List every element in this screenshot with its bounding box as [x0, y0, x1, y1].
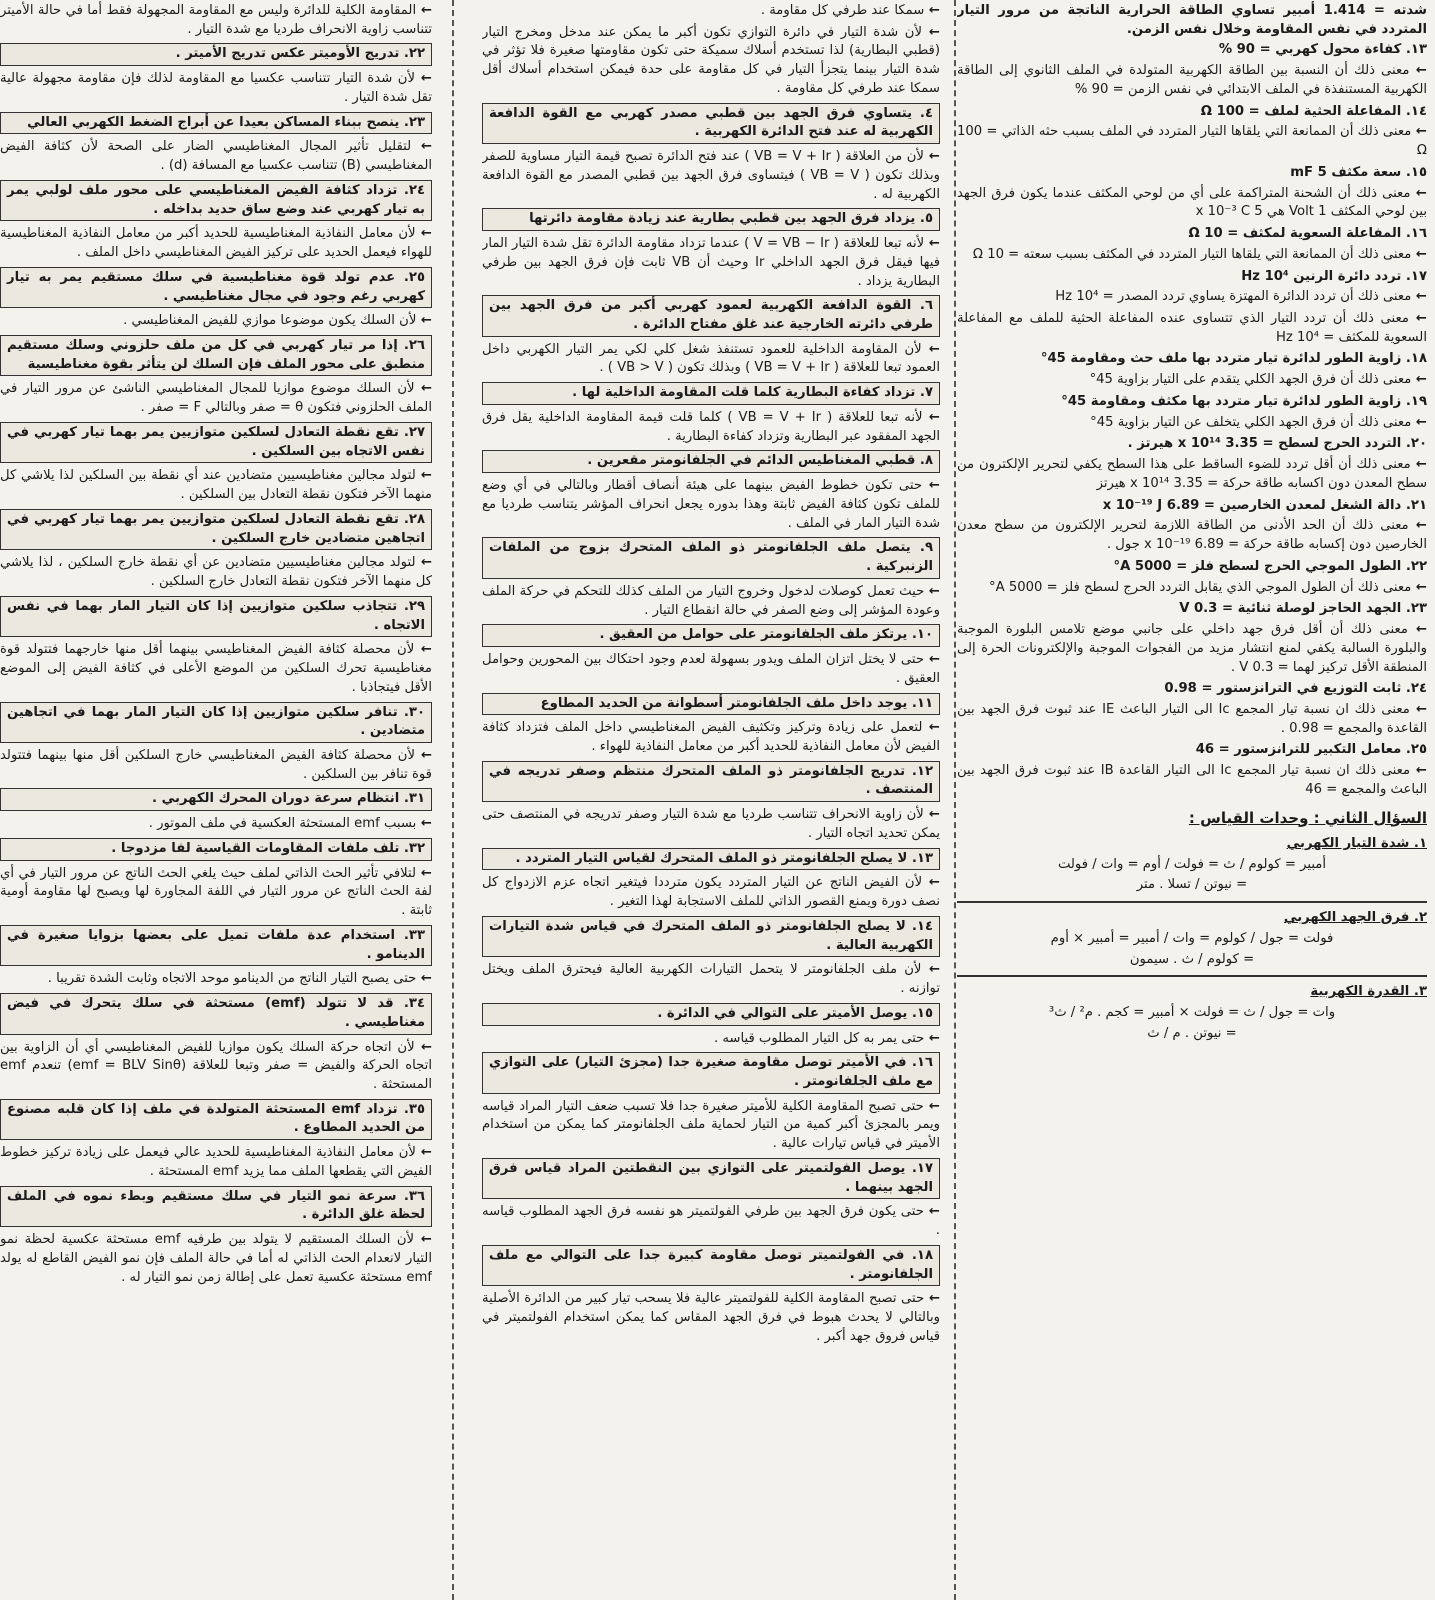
- answer-item: ← معنى ذلك أن أقل تردد للضوء الساقط على هذا السطح يكفي لتحرير الإلكترون من سطح المعدن دون اكسابه طاقة حركة = 3.35 x 10¹⁴ هيرتز: [957, 456, 1427, 493]
- answer-item: ← حيث تعمل كوصلات لدخول وخروج التيار من الملف كذلك للتحكم في حركة الملف وعودة المؤشر إلى وضع الصفر في حالة انقطاع التيار .: [482, 583, 940, 620]
- answer-item: ← لأن السلك يكون موضوعا موازي للفيض المغناطيسي .: [0, 312, 432, 331]
- answer-item: ← معنى ذلك ان نسبة تيار المجمع Ic الى التيار الباعث IE عند ثبوت فرق الجهد بين القاعدة والمجمع = 0.98 .: [957, 701, 1427, 738]
- answer-item: ← لأن محصلة كثافة الفيض المغناطيسي خارج السلكين أقل منها بينهما فتتولد قوة تنافر بين السلكين .: [0, 747, 432, 784]
- boxed-statement: ٩. يتصل ملف الجلفانومتر ذو الملف المتحرك بزوج من الملفات الزنبركية .: [482, 537, 940, 578]
- answer-item: ← حتى لا يختل اتزان الملف ويدور بسهولة لعدم وجود احتكاك بين المحورين وحوامل العقيق .: [482, 651, 940, 688]
- answer-item: ← معنى ذلك ان نسبة تيار المجمع Ic الى التيار القاعدة IB عند ثبوت فرق الجهد بين الباعث والمجمع = 46: [957, 762, 1427, 799]
- answer-item: ← لتولد مجالين مغناطيسيين متضادين عن أي نقطة خارج السلكين ، لذا يلاشي كل منهما الآخر فتكون نقطة التعادل خارج السلكين .: [0, 554, 432, 591]
- answer-item: ← معنى ذلك أن تردد التيار الذي تتساوى عنده المفاعلة الحثية للملف مع المفاعلة السعوية للمكثف = 10⁴ Hz: [957, 310, 1427, 347]
- boxed-statement: ٢٢. تدريج الأوميتر عكس تدريج الأميتر .: [0, 43, 432, 66]
- boxed-statement: ٣٥. تزداد emf المستحثة المتولدة في ملف إذا كان قلبه مصنوع من الحديد المطاوع .: [0, 1099, 432, 1140]
- answer-item: ← معنى ذلك أن الممانعة التي يلقاها التيار المتردد في الملف بسبب حثه الذاتي = 100 Ω: [957, 123, 1427, 160]
- unit-formula: = نيوتن / تسلا . متر: [1136, 877, 1248, 893]
- answer-item: ← المقاومة الكلية للدائرة وليس مع المقاومة المجهولة فقط أما في حالة الأميتر تتناسب زاوية الانحراف طرديا مع شدة التيار .: [0, 2, 432, 39]
- question-item: ١٧. تردد دائرة الرنين 10⁴ Hz: [1241, 268, 1427, 284]
- answer-item: ← حتى تصبح المقاومة الكلية للأميتر صغيرة جدا فلا تسبب ضعف التيار المراد قياسه ويمر بالمجزئ أكبر كمية من التيار لحماية ملف الجلفانومتر كما يمكن من استخدام الأميتر في قياس تيارات عالية .: [482, 1098, 940, 1154]
- question-item: ٢٢. الطول الموجي الحرج لسطح فلز = 5000 A°: [1113, 558, 1427, 574]
- answer-item: ← لأنه تبعا للعلاقة ( VB = V + Ir ) كلما قلت قيمة المقاومة الداخلية يقل فرق الجهد المفقود عبر البطارية وتزداد كفاءة البطارية .: [482, 409, 940, 446]
- answer-item: ← لأن شدة التيار تتناسب عكسيا مع المقاومة لذلك فإن مقاومة مجهولة عالية تقل شدة التيار .: [0, 70, 432, 107]
- boxed-statement: ٢٦. إذا مر تيار كهربي في كل من ملف حلزوني وسلك مستقيم منطبق على محور الملف فإن السلك لن يتأثر بقوة مغناطيسية: [0, 335, 432, 376]
- answer-item: ← لأن السلك موضوع موازيا للمجال المغناطيسي الناشئ عن مرور التيار في الملف الحلزوني فتكون θ = صفر وبالتالي F = صفر .: [0, 380, 432, 417]
- answer-item: ← لأن ملف الجلفانومتر لا يتحمل التيارات الكهربية العالية فيحترق الملف ويختل توازنه .: [482, 961, 940, 998]
- boxed-statement: ٣٠. تنافر سلكين متوازيين إذا كان التيار المار بهما في اتجاهين متضادين .: [0, 702, 432, 743]
- boxed-statement: ١٠. يرتكز ملف الجلفانومتر على حوامل من العقيق .: [482, 624, 940, 647]
- answer-item: ← حتى يكون فرق الجهد بين طرفي الفولتميتر هو نفسه فرق الجهد المطلوب قياسه .: [482, 1203, 940, 1240]
- boxed-statement: ٧. تزداد كفاءة البطارية كلما قلت المقاومة الداخلية لها .: [482, 382, 940, 405]
- section-title: السؤال الثاني : وحدات القياس :: [1188, 808, 1427, 827]
- question-item: ٢٣. الجهد الحاجز لوصلة ثنائية = 0.3 V: [1179, 601, 1427, 617]
- boxed-statement: ٣٣. استخدام عدة ملفات تميل على بعضها بزوايا صغيرة في الدينامو .: [0, 925, 432, 966]
- answer-item: ← معنى ذلك أن تردد الدائرة المهتزة يساوي تردد المصدر = 10⁴ Hz: [957, 288, 1427, 307]
- boxed-statement: ١٢. تدريج الجلفانومتر ذو الملف المتحرك منتظم وصفر تدريجه في المنتصف .: [482, 761, 940, 802]
- answer-item: ← لأن معامل النفاذية المغناطيسية للحديد أكبر من معامل النفاذية المغناطيسية للهواء فيعمل الحديد على تركيز الفيض المغناطيسي داخل الملف .: [0, 225, 432, 262]
- boxed-statement: ١٣. لا يصلح الجلفانومتر ذو الملف المتحرك لقياس التيار المتردد .: [482, 848, 940, 871]
- unit-heading: ٢. فرق الجهد الكهربي: [1283, 910, 1427, 926]
- answer-item: ← معنى ذلك أن الشحنة المتراكمة على أي من لوحي المكثف عندما يكون فرق الجهد بين لوحي المكثف 1 Volt هي 5 x 10⁻³ C: [957, 185, 1427, 222]
- answer-item: ← لأن زاوية الانحراف تتناسب طرديا مع شدة التيار وصفر تدريجه في المنتصف حتى يمكن تحديد اتجاه التيار .: [482, 806, 940, 843]
- boxed-statement: ١٥. يوصل الأميتر على التوالي في الدائرة .: [482, 1003, 940, 1026]
- question-item: ١٨. زاوية الطور لدائرة تيار متردد بها ملف حث ومقاومة 45°: [1040, 351, 1427, 367]
- answer-item: ← سمكا عند طرفي كل مقاومة .: [482, 2, 940, 21]
- divider: [957, 901, 1427, 903]
- answer-item: ← لتقليل تأثير المجال المغناطيسي الضار على الصحة لأن كثافة الفيض المغناطيسي (B) تتناسب عكسيا مع المسافة (d) .: [0, 138, 432, 175]
- boxed-statement: ١٨. في الفولتميتر توصل مقاومة كبيرة جدا على التوالي مع ملف الجلفانومتر .: [482, 1245, 940, 1286]
- answer-item: ← لتلافي تأثير الحث الذاتي لملف حيث يلغي الحث الناتج عن مرور التيار في أي لفة الحث الناتج عن مرور التيار في اللفة المجاورة لها ويصبح لها مقاومة أومية ثابتة .: [0, 865, 432, 921]
- question-item: ١٩. زاوية الطور لدائرة تيار متردد بها مكثف ومقاومة 45°: [1061, 393, 1427, 409]
- question-item: ٢٥. معامل التكبير للترانزستور = 46: [1195, 742, 1427, 758]
- boxed-statement: ٣٢. تلف ملفات المقاومات القياسية لفا مزدوجا .: [0, 838, 432, 861]
- answer-item: ← معنى ذلك أن الحد الأدنى من الطاقة اللازمة لتحرير الإلكترون من سطح معدن الخارصين دون إكسابه طاقة حركة = 6.89 x 10⁻¹⁹ جول .: [957, 517, 1427, 554]
- right-column: [957, 0, 1427, 1600]
- answer-item: ← لتولد مجالين مغناطيسيين متضادين عند أي نقطة بين السلكين لذا يلاشي كل منهما الآخر فتكون نقطة التعادل بين السلكين .: [0, 467, 432, 504]
- unit-formula: = نيوتن . م / ث: [1147, 1025, 1237, 1041]
- answer-item: ← معنى ذلك أن فرق الجهد الكلي يتقدم على التيار بزاوية 45°: [957, 371, 1427, 390]
- boxed-statement: ٣٤. قد لا تتولد (emf) مستحثة في سلك يتحرك في فيض مغناطيسي .: [0, 993, 432, 1034]
- answer-item: ← لتعمل على زيادة وتركيز وتكثيف الفيض المغناطيسي داخل الملف فتزداد كثافة الفيض لأن معامل النفاذية للحديد أكبر من معامل النفاذية للهواء .: [482, 719, 940, 756]
- boxed-statement: ٢٩. تتجاذب سلكين متوازيين إذا كان التيار المار بهما في نفس الاتجاه .: [0, 596, 432, 637]
- column-divider: [452, 0, 454, 1600]
- question-item: ١٦. المفاعلة السعوية لمكثف = 10 Ω: [1188, 226, 1427, 242]
- answer-item: ← معنى ذلك أن الطول الموجي الذي يقابل التردد الحرج لسطح فلز = 5000 A°: [957, 579, 1427, 598]
- unit-heading: ١. شدة التيار الكهربي: [1286, 835, 1427, 851]
- unit-formula: وات = جول / ث = فولت × أمبير = كجم . م² / ث³: [1048, 1005, 1336, 1021]
- answer-item: ← بسبب emf المستحثة العكسية في ملف الموتور .: [0, 815, 432, 834]
- boxed-statement: ١٤. لا يصلح الجلفانومتر ذو الملف المتحرك في قياس شدة التيارات الكهربية العالية .: [482, 916, 940, 957]
- answer-item: ← لأن شدة التيار في دائرة التوازي تكون أكبر ما يمكن عند مدخل ومخرج التيار (قطبي البطارية) لذا تستخدم أسلاك سميكة حتى تكون مقاومتها صغيرة فلا تؤثر في شدة التيار بينما يتجزأ التيار في كل مقاومة على حدة فيمكن استخدام أسلاك أقل سمكا عند طرفي كل مقاومة .: [482, 24, 940, 99]
- question-item: شدته = 1.414 أمبير تساوي الطاقة الحرارية الناتجة من مرور التيار المتردد في نفس المقاومة وخلال نفس الزمن.: [957, 3, 1427, 37]
- question-item: ٢٤. ثابت التوزيع في الترانزستور = 0.98: [1164, 681, 1427, 697]
- boxed-statement: ٢٥. عدم تولد قوة مغناطيسية في سلك مستقيم يمر به تيار كهربي رغم وجود في مجال مغناطيسي .: [0, 267, 432, 308]
- unit-formula: أمبير = كولوم / ث = فولت / أوم = وات / فولت: [1057, 856, 1327, 872]
- boxed-statement: ٢٧. تقع نقطة التعادل لسلكين متوازيين يمر بهما تيار كهربي في نفس الاتجاه بين السلكين .: [0, 422, 432, 463]
- answer-item: ← لأن اتجاه حركة السلك يكون موازيا للفيض المغناطيسي أي أن الزاوية بين اتجاه الحركة والفيض = صفر وتبعا للعلاقة (emf = BLV Sinθ) تنعدم emf المستحثة .: [0, 1039, 432, 1095]
- answer-item: ← لأن محصلة كثافة الفيض المغناطيسي بينهما أقل منها خارجهما فتتولد قوة مغناطيسية تحرك السلكين من الموضع الأعلى في كثافة الفيض إلى الموضع الأقل فيتجاذبا .: [0, 641, 432, 697]
- boxed-statement: ٤. يتساوي فرق الجهد بين قطبي مصدر كهربي مع القوة الدافعة الكهربية له عند فتح الدائرة الكهربية .: [482, 103, 940, 144]
- middle-column: [482, 0, 940, 1600]
- question-item: ١٣. كفاءة محول كهربي = 90 %: [1218, 42, 1427, 58]
- boxed-statement: ٢٣. ينصح ببناء المساكن بعيدا عن أبراج الضغط الكهربي العالي: [0, 112, 432, 135]
- answer-item: ← معنى ذلك أن الممانعة التي يلقاها التيار المتردد في المكثف بسبب سعته = 10 Ω: [957, 246, 1427, 265]
- question-item: ٢١. دالة الشغل لمعدن الخارصين = 6.89 x 10⁻¹⁹ J: [1102, 497, 1427, 513]
- boxed-statement: ١٦. في الأميتر توصل مقاومة صغيرة جدا (مجزئ التيار) على التوازي مع ملف الجلفانومتر .: [482, 1052, 940, 1093]
- answer-item: ← لأن الفيض الناتج عن التيار المتردد يكون مترددا فيتغير اتجاه عزم الازدواج كل نصف دورة ويمنع القصور الذاتي للملف الاستجابة لهذا التغير .: [482, 874, 940, 911]
- answer-item: ← معنى ذلك أن أقل فرق جهد داخلي على جانبي موضع تلامس البلورة الموجبة والبلورة السالبة يكفي لمنع انتشار مزيد من الفجوات الموجبة والإلكترونات الحرة إلى المنطقة الأقل تركيز لهما = 0.3 V .: [957, 621, 1427, 677]
- answer-item: ← لأن من العلاقة ( VB = V + Ir ) عند فتح الدائرة تصبح قيمة التيار مساوية للصفر وبذلك تكون ( VB = V ) فيتساوى فرق الجهد بين قطبي المصدر مع القوة الدافعة الكهربية له .: [482, 148, 940, 204]
- answer-item: ← حتى يمر به كل التيار المطلوب قياسه .: [482, 1030, 940, 1049]
- answer-item: ← حتى يصبح التيار الناتج من الدينامو موحد الاتجاه وثابت الشدة تقريبا .: [0, 970, 432, 989]
- unit-heading: ٣. القدرة الكهربية: [1310, 984, 1427, 1000]
- answer-item: ← لأن السلك المستقيم لا يتولد بين طرفيه emf مستحثة عكسية لحظة نمو التيار لانعدام الحث الذاتي له أما في حالة الملف فإن نمو الفيض القاطع له يولد emf مستحثة عكسية تعمل على إطالة زمن نمو التيار له .: [0, 1231, 432, 1287]
- boxed-statement: ٨. قطبي المغناطيس الدائم في الجلفانومتر مقعرين .: [482, 450, 940, 473]
- answer-item: ← حتى تصبح المقاومة الكلية للفولتميتر عالية فلا يسحب تيار كبير من الدائرة الأصلية وبالتالي لا يحدث هبوط في فرق الجهد المقاس كما يمكن استخدام الفولتميتر في قياس فروق جهد أكبر .: [482, 1290, 940, 1346]
- boxed-statement: ٦. القوة الدافعة الكهربية لعمود كهربي أكبر من فرق الجهد بين طرفي دائرته الخارجية عند غلق مفتاح الدائرة .: [482, 295, 940, 336]
- boxed-statement: ٢٨. تقع نقطة التعادل لسلكين متوازيين يمر بهما تيار كهربي في اتجاهين متضادين خارج السلكين .: [0, 509, 432, 550]
- answer-item: ← لأن المقاومة الداخلية للعمود تستنفذ شغل كلي لكي يمر التيار الكهربي داخل العمود تبعا للعلاقة ( VB = V + Ir ) وبذلك تكون ( VB > V ) .: [482, 341, 940, 378]
- divider: [957, 975, 1427, 977]
- question-item: ٢٠. التردد الحرج لسطح = 3.35 x 10¹⁴ هيرتز .: [1127, 436, 1427, 452]
- boxed-statement: ١٧. يوصل الفولتميتر على التوازي بين النقطتين المراد قياس فرق الجهد بينهما .: [482, 1158, 940, 1199]
- question-item: ١٥. سعة مكثف 5 mF: [1290, 164, 1427, 180]
- answer-item: ← حتى تكون خطوط الفيض بينهما على هيئة أنصاف أقطار وبالتالي في أي وضع للملف تكون كثافة الفيض ثابتة وهذا بدوره يجعل انحراف المؤشر يتناسب طرديا مع شدة التيار المار في الملف .: [482, 477, 940, 533]
- question-item: ١٤. المفاعلة الحثية لملف = 100 Ω: [1200, 103, 1427, 119]
- left-column: [0, 0, 432, 1600]
- boxed-statement: ٢٤. تزداد كثافة الفيض المغناطيسي على محور ملف لولبي يمر به تيار كهربي عند وضع ساق حديد بداخله .: [0, 180, 432, 221]
- column-divider: [954, 0, 956, 1600]
- answer-item: ← معنى ذلك أن فرق الجهد الكلي يتخلف عن التيار بزاوية 45°: [957, 414, 1427, 433]
- answer-item: ← لأن معامل النفاذية المغناطيسية للحديد عالي فيعمل على زيادة تركيز خطوط الفيض التي يقطعها الملف مما يزيد emf المستحثة .: [0, 1144, 432, 1181]
- boxed-statement: ٥. يزداد فرق الجهد بين قطبي بطارية عند زيادة مقاومة دائرتها: [482, 208, 940, 231]
- answer-item: ← معنى ذلك أن النسبة بين الطاقة الكهربية المتولدة في الملف الثانوي إلى الطاقة الكهربية المستنفذة في الملف الابتدائي في نفس الزمن = 90 %: [957, 62, 1427, 99]
- unit-formula: = كولوم / ث . سيمون: [1129, 951, 1255, 967]
- boxed-statement: ٣٦. سرعة نمو التيار في سلك مستقيم وبطء نموه في الملف لحظة غلق الدائرة .: [0, 1186, 432, 1227]
- boxed-statement: ١١. يوجد داخل ملف الجلفانومتر أسطوانة من الحديد المطاوع: [482, 693, 940, 716]
- boxed-statement: ٣١. انتظام سرعة دوران المحرك الكهربي .: [0, 788, 432, 811]
- answer-item: ← لأنه تبعا للعلاقة ( V = VB − Ir ) عندما تزداد مقاومة الدائرة تقل شدة التيار المار فيها فيقل فرق الجهد الداخلي Ir وحيث أن VB ثابت فإن فرق الجهد بين طرفي البطارية يزداد .: [482, 235, 940, 291]
- unit-formula: فولت = جول / كولوم = وات / أمبير = أمبير × أوم: [1050, 930, 1334, 946]
